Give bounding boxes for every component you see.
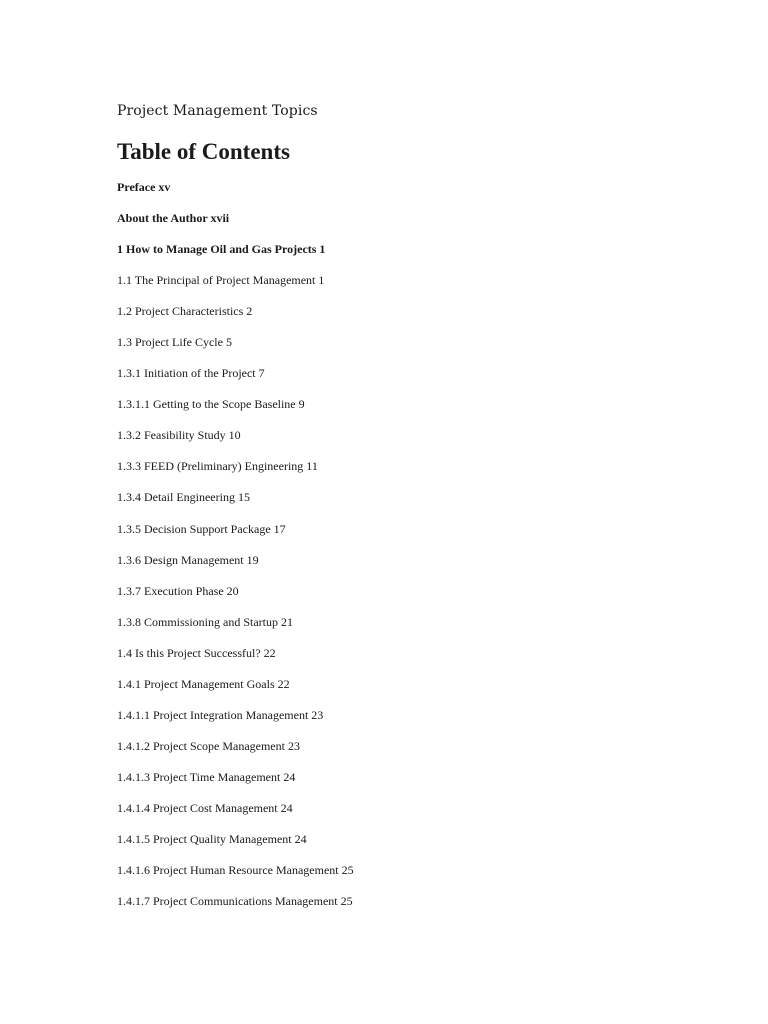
toc-entry: 1.3.4 Detail Engineering 15 — [117, 490, 250, 505]
toc-entry: 1.4.1 Project Management Goals 22 — [117, 676, 290, 691]
toc-entry: 1.3.7 Execution Phase 20 — [117, 583, 239, 598]
toc-entry: 1.4.1.6 Project Human Resource Management 25 — [117, 863, 354, 878]
toc-entry: 1.3 Project Life Cycle 5 — [117, 335, 232, 350]
table-of-contents-list — [117, 178, 354, 923]
toc-entry: Preface xv — [117, 180, 171, 194]
toc-entry: 1.4 Is this Project Successful? 22 — [117, 645, 276, 660]
toc-entry: 1.3.1.1 Getting to the Scope Baseline 9 — [117, 397, 305, 412]
document-title: Table of Contents — [117, 139, 290, 164]
toc-entry: 1.3.6 Design Management 19 — [117, 552, 259, 567]
toc-entry: 1.4.1.7 Project Communications Management 25 — [117, 894, 353, 909]
toc-entry: 1.1 The Principal of Project Management 1 — [117, 273, 325, 288]
toc-entry: 1.3.3 FEED (Preliminary) Engineering 11 — [117, 459, 318, 474]
toc-entry: 1.4.1.5 Project Quality Management 24 — [117, 831, 307, 846]
toc-entry: 1 How to Manage Oil and Gas Projects 1 — [117, 242, 326, 257]
toc-entry: 1.4.1.3 Project Time Management 24 — [117, 769, 296, 784]
toc-entry: 1.3.1 Initiation of the Project 7 — [117, 366, 265, 381]
toc-entry: 1.4.1.4 Project Cost Management 24 — [117, 800, 293, 815]
toc-entry: 1.3.8 Commissioning and Startup 21 — [117, 614, 294, 629]
toc-entry: 1.3.2 Feasibility Study 10 — [117, 428, 241, 443]
toc-entry: 1.4.1.1 Project Integration Management 23 — [117, 707, 324, 722]
toc-entry: 1.2 Project Characteristics 2 — [117, 304, 253, 319]
document-subtitle: Project Management Topics — [117, 103, 318, 119]
toc-entry: 1.3.5 Decision Support Package 17 — [117, 521, 286, 536]
toc-entry: About the Author xvii — [117, 211, 230, 226]
toc-entry: 1.4.1.2 Project Scope Management 23 — [117, 738, 300, 753]
